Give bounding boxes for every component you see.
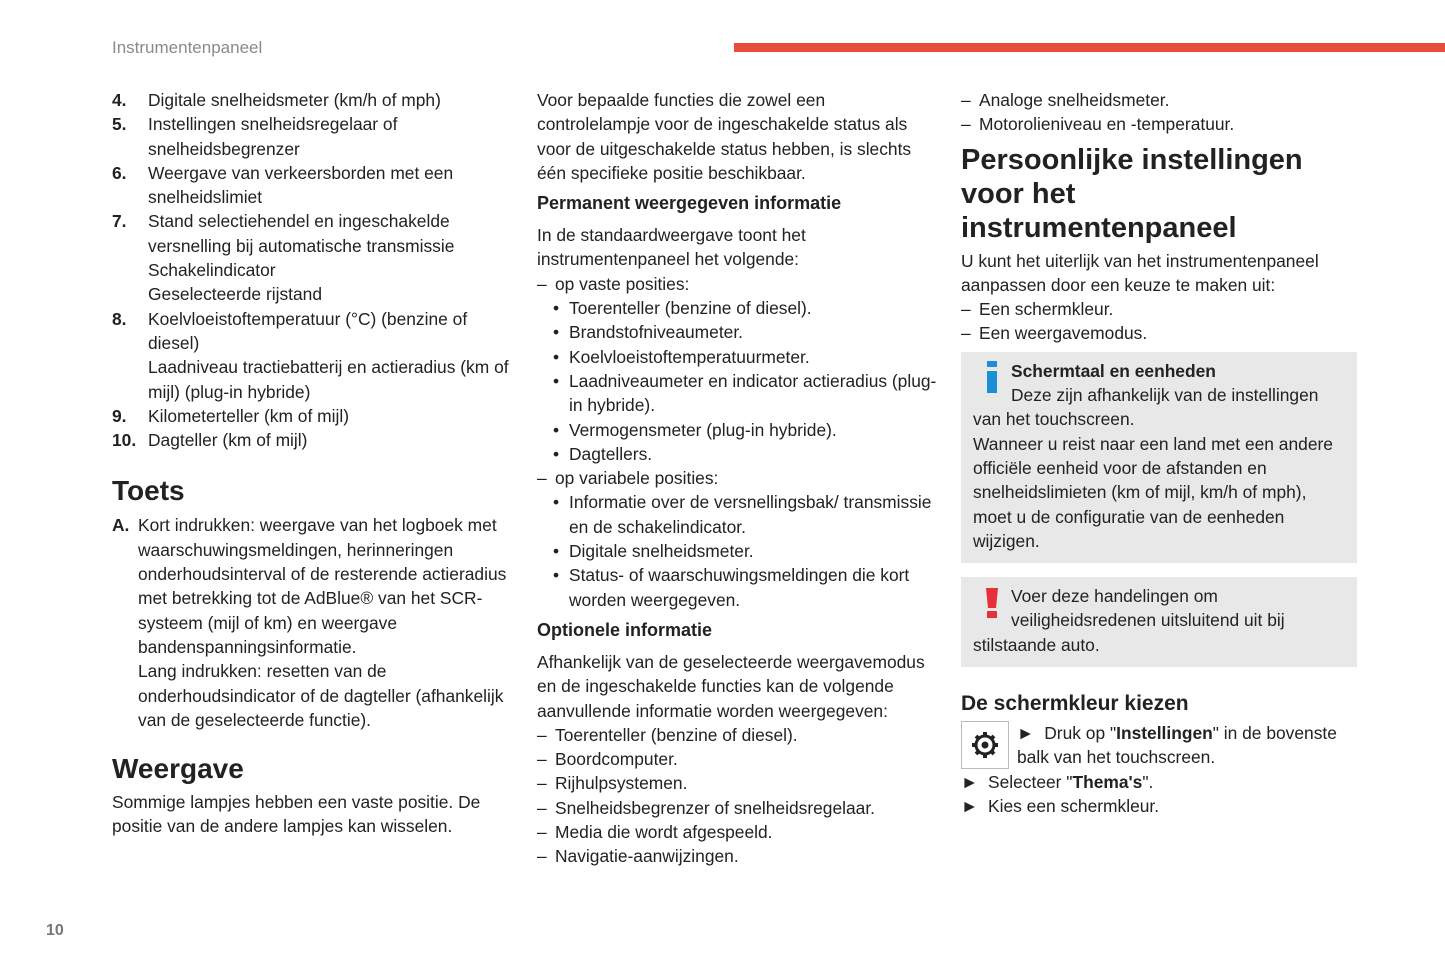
step-pre: Druk op " <box>1044 723 1117 744</box>
dash-icon: – <box>537 797 547 818</box>
item-extra: Laadniveau tractiebatterij en actieradius (km of mijl) (plug-in hybride) <box>148 357 509 402</box>
steps-list <box>961 721 1357 818</box>
list-text: Digitale snelheidsmeter. <box>569 541 754 562</box>
step-post: ". <box>1142 771 1154 792</box>
toets-list <box>112 513 512 732</box>
toets-heading: Toets <box>112 475 185 507</box>
dash-icon: – <box>961 323 971 344</box>
step-post: " in de bovenste balk van het touchscreen. <box>1017 723 1337 768</box>
list-text: Navigatie-aanwijzingen. <box>555 846 739 867</box>
bullet-icon: • <box>553 370 560 391</box>
item-body <box>148 112 512 161</box>
page-number: 10 <box>46 922 64 939</box>
header-accent-bar <box>734 43 1445 52</box>
dash-icon: – <box>537 724 547 745</box>
arrow-icon: ► <box>961 771 979 792</box>
list-item <box>112 404 512 428</box>
info-icon <box>973 359 1011 407</box>
list-item: – op vaste posities: <box>537 272 937 296</box>
list-text: Toerenteller (benzine of diesel). <box>569 298 812 319</box>
list-text: op vaste posities: <box>555 273 690 294</box>
item-number: 5. <box>112 114 127 135</box>
list-item <box>112 307 512 404</box>
list-text: op variabele posities: <box>555 468 719 489</box>
list-item <box>537 490 937 539</box>
list-text: Analoge snelheidsmeter. <box>979 90 1170 110</box>
dash-icon: – <box>961 114 971 135</box>
list-item: – op variabele posities: <box>537 466 937 490</box>
list-text: Rijhulpsystemen. <box>555 773 688 794</box>
list-item <box>537 296 937 320</box>
list-item <box>112 161 512 210</box>
bullet-icon: • <box>553 541 560 562</box>
dash-icon: – <box>537 846 547 867</box>
intro-text: Voor bepaalde functies die zowel een controlelampje voor de ingeschakelde status als voor de uitgeschakelde status hebben, is slechts één specifieke positie beschikbaar. <box>537 90 912 183</box>
item-body <box>138 513 512 732</box>
arrow-icon: ► <box>1017 723 1035 744</box>
step-pre: Kies een schermkleur. <box>988 795 1160 816</box>
step-text <box>988 794 1159 818</box>
item-number: 4. <box>112 90 127 110</box>
bullet-icon: • <box>553 346 560 367</box>
list-item <box>537 442 937 466</box>
list-item <box>961 88 1357 112</box>
list-text: Motorolieniveau en -temperatuur. <box>979 114 1235 135</box>
settings-gear-icon[interactable] <box>961 721 1009 769</box>
list-text: Een weergavemodus. <box>979 323 1148 344</box>
weergave-text: Sommige lampjes hebben een vaste positie. De positie van de andere lampjes kan wisselen. <box>112 792 481 837</box>
dash-icon: – <box>961 90 971 110</box>
list-item <box>537 796 937 820</box>
list-item <box>537 418 937 442</box>
dash-icon: – <box>537 749 547 770</box>
bullet-icon: • <box>553 443 560 464</box>
optional-text: Afhankelijk van de geselecteerde weergavemodus en de ingeschakelde functies kan de volgende aanvullende informatie worden weergegeven: <box>537 651 925 721</box>
list-item <box>537 539 937 563</box>
column-2 <box>537 88 937 869</box>
choices-list <box>961 297 1357 346</box>
list-text: Status- of waarschuwingsmeldingen die kort worden weergegeven. <box>569 565 910 610</box>
bullet-icon: • <box>553 322 560 343</box>
list-text: Vermogensmeter (plug-in hybride). <box>569 419 837 440</box>
optional-heading: Optionele informatie <box>537 619 713 640</box>
list-text: Laadniveaumeter en indicator actieradius (plug-in hybride). <box>569 370 937 416</box>
permanent-text: In de standaardweergave toont het instrumentenpaneel het volgende: <box>537 225 806 270</box>
personal-settings-text: U kunt het uiterlijk van het instrumentenpaneel aanpassen door een keuze te maken uit: <box>961 250 1319 295</box>
item-text: Instellingen snelheidsregelaar of snelheidsbegrenzer <box>148 114 398 159</box>
item-body <box>148 404 512 428</box>
bullet-icon: • <box>553 419 560 440</box>
list-item <box>961 297 1357 321</box>
item-text: Dagteller (km of mijl) <box>148 430 308 451</box>
item-number: 7. <box>112 211 127 232</box>
item-body <box>148 161 512 210</box>
item-body <box>148 88 512 112</box>
list-text: Toerenteller (benzine of diesel). <box>555 724 798 745</box>
step-bold: Instellingen <box>1116 723 1213 744</box>
item-text: Weergave van verkeersborden met een snelheidslimiet <box>148 162 454 208</box>
permanent-heading: Permanent weergegeven informatie <box>537 193 842 214</box>
item-body <box>148 209 512 306</box>
list-text: Media die wordt afgespeeld. <box>555 822 773 843</box>
item-number: A. <box>112 515 130 536</box>
item-number: 6. <box>112 162 127 183</box>
warning-box <box>961 577 1357 667</box>
weergave-heading: Weergave <box>112 753 244 785</box>
dash-icon: – <box>537 822 547 843</box>
bullet-icon: • <box>553 565 560 586</box>
column-1 <box>112 88 512 839</box>
step-bold: Thema's <box>1072 771 1143 792</box>
item-text: Stand selectiehendel en ingeschakelde versnelling bij automatische transmissie <box>148 211 455 256</box>
item-extra: Lang indrukken: resetten van de onderhoudsindicator of de dagteller (afhankelijk van de geselecteerde functie). <box>138 661 504 730</box>
list-item <box>112 209 512 306</box>
legend-list <box>112 88 512 452</box>
column-3 <box>961 88 1357 818</box>
list-item <box>112 112 512 161</box>
variable-list <box>537 490 937 611</box>
info-box <box>961 352 1357 563</box>
list-item <box>537 563 937 612</box>
item-extra: Geselecteerde rijstand <box>148 284 322 305</box>
step-text <box>988 770 1153 794</box>
list-text: Snelheidsbegrenzer of snelheidsregelaar. <box>555 797 876 818</box>
list-item <box>537 771 937 795</box>
warning-icon <box>973 584 1011 632</box>
list-text: Brandstofniveaumeter. <box>569 322 744 343</box>
item-text: Kort indrukken: weergave van het logboek met waarschuwingsmeldingen, herinneringen onderhoudsinterval of de resterende actieradius met betrekking tot de AdBlue® van het SCR-systeem (mijl of km) en weergave bandenspanningsinformatie. <box>138 515 507 657</box>
list-item <box>961 321 1357 345</box>
list-item <box>112 513 512 732</box>
screen-color-heading: De schermkleur kiezen <box>961 692 1189 716</box>
list-text: Informatie over de versnellingsbak/ transmissie en de schakelindicator. <box>569 492 932 537</box>
arrow-icon: ► <box>961 795 979 816</box>
list-item <box>112 428 512 452</box>
item-text: Digitale snelheidsmeter (km/h of mph) <box>148 90 441 110</box>
list-item <box>537 320 937 344</box>
item-number: 10. <box>112 430 137 451</box>
step-pre: Selecteer " <box>988 771 1073 792</box>
bullet-icon: • <box>553 298 560 319</box>
item-body <box>148 428 512 452</box>
dash-icon: – <box>961 299 971 320</box>
dash-icon: – <box>537 773 547 794</box>
step-item <box>961 721 1357 770</box>
item-number: 8. <box>112 308 127 329</box>
step-text <box>1017 723 1337 767</box>
list-item <box>537 369 937 418</box>
running-header: Instrumentenpaneel <box>112 38 263 57</box>
item-number: 9. <box>112 405 127 426</box>
list-item <box>112 88 512 112</box>
list-item <box>537 747 937 771</box>
optional-list <box>537 723 937 869</box>
item-extra: Schakelindicator <box>148 260 276 281</box>
top-list <box>961 88 1357 137</box>
info-title: Schermtaal en eenheden <box>1011 360 1216 381</box>
warning-text: Voer deze handelingen om veiligheidsredenen uitsluitend uit bij stilstaande auto. <box>973 586 1285 655</box>
step-item <box>961 770 1357 794</box>
list-item <box>537 844 937 868</box>
list-item <box>537 345 937 369</box>
info-text-1: Deze zijn afhankelijk van de instellingen van het touchscreen. <box>973 385 1319 430</box>
list-item <box>537 723 937 747</box>
list-text: Boordcomputer. <box>555 749 678 770</box>
list-text: Koelvloeistoftemperatuurmeter. <box>569 346 810 367</box>
list-text: Dagtellers. <box>569 443 653 464</box>
list-text: Een schermkleur. <box>979 299 1114 320</box>
bullet-icon: • <box>553 492 560 513</box>
item-text: Kilometerteller (km of mijl) <box>148 405 349 426</box>
list-item <box>961 112 1357 136</box>
info-text-2: Wanneer u reist naar een land met een andere officiële eenheid voor de afstanden en snelheidslimieten (km of mijl, km/h of mph), moet u de configuratie van de eenheden wijzigen. <box>973 433 1333 551</box>
item-body <box>148 307 512 404</box>
personal-settings-heading: Persoonlijke instellingen voor het instrumentenpaneel <box>961 143 1303 244</box>
fixed-list <box>537 296 937 466</box>
step-item <box>961 794 1357 818</box>
item-text: Koelvloeistoftemperatuur (°C) (benzine of diesel) <box>148 308 468 353</box>
list-item <box>537 820 937 844</box>
